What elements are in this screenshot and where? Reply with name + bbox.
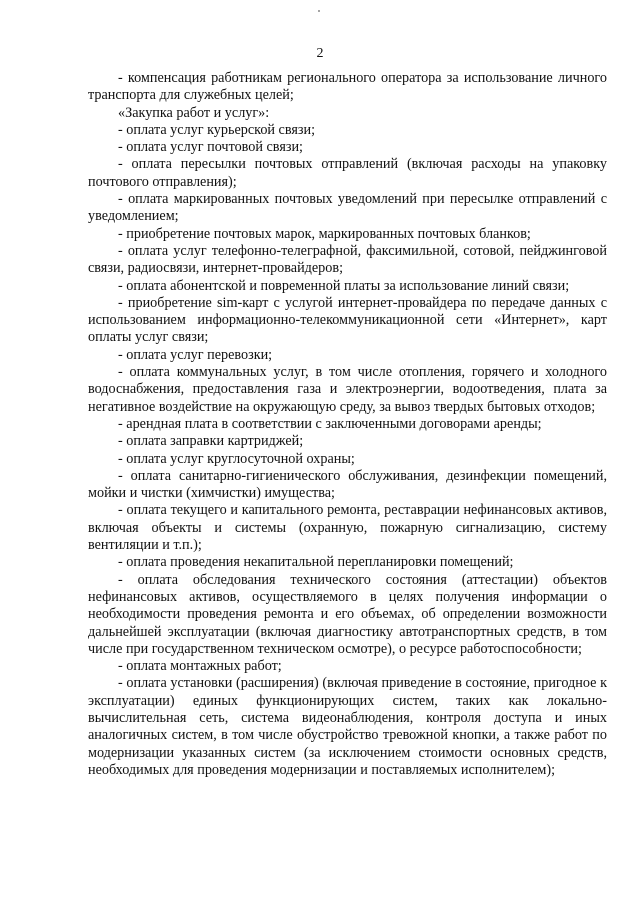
- scan-speck: [318, 10, 320, 12]
- document-body: [88, 70, 607, 779]
- paragraph: - оплата услуг перевозки;: [118, 346, 273, 363]
- paragraph: - оплата монтажных работ;: [118, 658, 282, 675]
- paragraph: - оплата установки (расширения) (включая приведение в состояние, пригодное к эксплуатации) единых функционирующих систем, таких как локально-вычислительная сеть, система видеонаблюдения, контроля доступа и иных аналогичных систем, в том числе обустройство тревожной кнопки, а также работ по модернизации указанных систем (за исключением стоимости основных средств, необходимых для проведения модернизации и поставляемых исполнителем);: [88, 675, 607, 778]
- paragraph: - оплата услуг телефонно-телеграфной, факсимильной, сотовой, пейджинговой связи, радиосвязи, интернет-провайдеров;: [88, 242, 607, 277]
- paragraph: - приобретение почтовых марок, маркированных почтовых бланков;: [118, 225, 531, 242]
- paragraph: - оплата текущего и капитального ремонта, реставрации нефинансовых активов, включая объекты и системы (охранную, пожарную сигнализацию, систему вентиляции и т.п.);: [88, 502, 607, 554]
- paragraph: - арендная плата в соответствии с заключенными договорами аренды;: [118, 415, 542, 432]
- paragraph: - оплата проведения некапитальной перепланировки помещений;: [118, 554, 514, 571]
- paragraph: - оплата заправки картриджей;: [118, 433, 304, 450]
- paragraph: - оплата пересылки почтовых отправлений (включая расходы на упаковку почтового отправления);: [88, 156, 607, 190]
- paragraph: «Закупка работ и услуг»:: [118, 104, 270, 121]
- paragraph: - оплата коммунальных услуг, в том числе отопления, горячего и холодного водоснабжения, предоставления газа и электроэнергии, водоотведения, плата за негативное воздействие на окружающую среду, за вывоз твердых бытовых отходов;: [88, 364, 607, 415]
- paragraph: - оплата обследования технического состояния (аттестации) объектов нефинансовых активов, осуществляемого в целях получения информации о необходимости проведения ремонта и его объемах, об определении возможности дальнейшей эксплуатации (включая диагностику автотранспортных средств, в том числе при государственном техническом осмотре), о ресурсе работоспособности;: [88, 571, 607, 657]
- paragraph: - оплата услуг почтовой связи;: [118, 139, 303, 156]
- paragraph: - приобретение sim-карт с услугой интернет-провайдера по передаче данных с использованием информационно-телекоммуникационной сети «Интернет», карт оплаты услуг связи;: [88, 294, 607, 346]
- paragraph: - оплата услуг курьерской связи;: [118, 121, 316, 138]
- paragraph: - оплата абонентской и повременной платы за использование линий связи;: [118, 277, 570, 294]
- paragraph: - компенсация работникам регионального оператора за использование личного транспорта для служебных целей;: [88, 70, 607, 104]
- paragraph: - оплата санитарно-гигиенического обслуживания, дезинфекции помещений, мойки и чистки (химчистки) имущества;: [88, 467, 607, 502]
- paragraph: - оплата услуг круглосуточной охраны;: [118, 450, 355, 467]
- paragraph: - оплата маркированных почтовых уведомлений при пересылке отправлений с уведомлением;: [88, 191, 607, 225]
- page-number: 2: [316, 46, 324, 61]
